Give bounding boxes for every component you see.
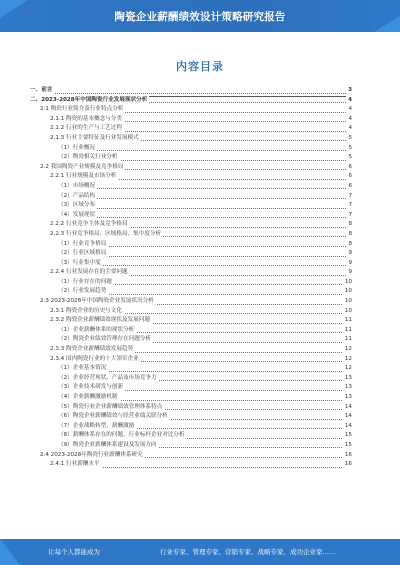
toc-entry-page: 6 [346,163,352,173]
footer-decoration [0,539,20,565]
toc-leader-dots [58,188,352,189]
toc-entry-title: （4）发展现状 [58,211,97,221]
toc-entry-title: 2.3.2 陶瓷企业薪酬绩效现状及发展问题 [50,316,152,326]
toc-entry-title: （2）陶瓷相关行业分析 [58,153,120,163]
toc-entry-page: 14 [343,403,352,413]
toc-leader-dots [30,93,352,94]
toc-entry[interactable] [30,134,352,144]
toc-entry-title: （3）区域分布 [58,201,97,211]
toc-entry[interactable] [30,355,352,365]
toc-entry-title: （1）行业概况 [58,144,97,154]
toc-entry-page: 4 [346,96,352,106]
toc-entry-title: （3）行业集中度 [58,259,103,269]
toc-entry[interactable] [30,211,352,221]
report-title: 陶瓷企业薪酬绩效设计策略研究报告 [114,11,286,23]
toc-entry-title: （5）陶瓷行业企业薪酬绩效管理体系特点 [58,403,164,413]
toc-entry-title: 一、前言 [30,86,54,96]
toc-entry-title: 2.1.2 行业的生产与工艺过程 [50,124,124,134]
toc-entry-title: （4）企业薪酬激励机制 [58,393,120,403]
toc-entry-page: 10 [343,297,352,307]
toc-entry-page: 5 [346,153,352,163]
toc-entry-page: 10 [343,278,352,288]
toc-entry[interactable] [30,240,352,250]
toc-entry-title: （2）产品结构 [58,192,97,202]
toc-entry-page: 13 [343,374,352,384]
toc-entry[interactable] [30,412,352,422]
toc-entry[interactable] [30,297,352,307]
toc-entry-page: 4 [346,115,352,125]
toc-entry[interactable] [30,201,352,211]
toc-entry[interactable] [30,172,352,182]
toc-entry-title: （3）企业技术研发与创新 [58,383,125,393]
toc-entry-page: 14 [343,412,352,422]
toc-entry-title: （1）企业基本情况 [58,364,108,374]
toc-entry[interactable] [30,374,352,384]
toc-entry-page: 11 [343,316,352,326]
toc-entry-page: 9 [346,268,352,278]
toc-entry[interactable] [30,115,352,125]
toc-entry[interactable] [30,249,352,259]
toc-entry-page: 5 [346,144,352,154]
toc-entry-page: 5 [346,134,352,144]
toc-entry-title: （1）企业薪酬体系的现状分析 [58,326,136,336]
toc-entry-title: 2.3.1 陶瓷企业的历史与文化 [50,307,124,317]
report-header [0,0,400,32]
toc-entry[interactable] [30,163,352,173]
toc-entry-title: 2.1.1 陶瓷的基本概念与分类 [50,115,124,125]
toc-entry-page: 9 [346,249,352,259]
toc-entry-page: 4 [346,105,352,115]
toc-entry-page: 9 [346,259,352,269]
toc-entry-page: 11 [343,326,352,336]
toc-entry-title: （1）行业存在的问题 [58,278,114,288]
toc-entry-title: 2.2.4 行业发展存在的主要问题 [50,268,130,278]
toc-entry-title: （6）陶瓷企业薪酬绩效与经营业绩关联分析 [58,412,170,422]
footer-slogan-left: 让每个人都能成为 [48,548,100,556]
toc-entry-title: （9）陶瓷企业薪酬体系建设及发展方向 [58,441,159,451]
header-decoration-right [374,16,400,32]
toc-entry-title: 2.4.1 行业薪酬水平 [50,460,102,470]
toc-entry-page: 10 [343,307,352,317]
toc-entry-page: 8 [346,220,352,230]
toc-entry-page: 6 [346,182,352,192]
toc-entry[interactable] [30,220,352,230]
toc-entry-page: 3 [346,86,352,96]
toc-entry-title: 2.3.3 陶瓷企业薪酬绩效发展趋势 [50,345,135,355]
toc-entry[interactable] [30,403,352,413]
toc-entry-title: 2.2 我国陶瓷产业规模及竞争格局 [40,163,125,173]
toc-entry-page: 7 [346,201,352,211]
toc-entry[interactable] [30,268,352,278]
toc-entry[interactable] [30,144,352,154]
report-footer [0,539,400,565]
toc-entry[interactable] [30,153,352,163]
toc-entry[interactable] [30,422,352,432]
toc-entry[interactable] [30,307,352,317]
toc-entry-title: 2.3 2023-2028年中国陶瓷企业发展状况分析 [40,297,156,307]
toc-entry[interactable] [30,393,352,403]
toc-entry-page: 15 [343,431,352,441]
toc-entry[interactable] [30,86,352,96]
toc-entry-page: 16 [343,460,352,470]
toc-entry[interactable] [30,431,352,441]
toc-entry[interactable] [30,364,352,374]
toc-entry[interactable] [30,345,352,355]
toc-entry[interactable] [30,124,352,134]
toc-entry[interactable] [30,326,352,336]
footer-slogan-right: 行业专家、管理专家、营销专家、战略专家、成功企业家…… [160,548,336,556]
toc-entry-title: （8）薪酬体系存在的问题、行业标杆企业对比分析 [58,431,187,441]
toc-entry-page: 12 [343,364,352,374]
toc-entry-title: 2.1.3 行业主要特征及行业发展模式 [50,134,141,144]
toc-entry[interactable] [30,451,352,461]
toc-entry-title: （7）企业战略转型、薪酬激励 [58,422,136,432]
toc-entry-page: 11 [343,335,352,345]
toc-entry-title: （2）企业经营现状、产品及市场竞争力 [58,374,159,384]
toc-entry-title: （1）市场概况 [58,182,97,192]
toc-leader-dots [58,217,352,218]
toc-entry-title: （1）行业竞争格局 [58,240,108,250]
toc-entry-page: 13 [343,393,352,403]
toc-entry[interactable] [30,230,352,240]
toc-entry-page: 13 [343,383,352,393]
toc-entry[interactable] [30,182,352,192]
toc-entry-page: 12 [343,345,352,355]
toc-entry-page: 15 [343,441,352,451]
toc-entry-page: 8 [346,240,352,250]
toc-entry-page: 12 [343,355,352,365]
toc-title: 内容目录 [176,60,224,73]
toc-entry-title: （2）陶瓷企业绩效管理存在问题分析 [58,335,153,345]
toc-entry-page: 6 [346,172,352,182]
toc-entry[interactable] [30,383,352,393]
toc-entry-page: 14 [343,422,352,432]
toc-leader-dots [58,208,352,209]
toc-entry[interactable] [30,335,352,345]
toc-entry-title: 2.2.2 行业竞争主体及竞争格局 [50,220,130,230]
toc-entry-title: 2.3.4 国内陶瓷行业的十大领军企业 [50,355,141,365]
table-of-contents [30,86,352,470]
toc-entry-title: （2）行业区域格局 [58,249,108,259]
toc-leader-dots [58,198,352,199]
toc-entry-title: 2.1 陶瓷行业简介及行业特点分析 [40,105,125,115]
toc-entry[interactable] [30,259,352,269]
toc-entry-title: 2.2.3 行业竞争格局、区域格局、集中度分析 [50,230,163,240]
toc-entry-title: （2）行业发展趋势 [58,287,108,297]
toc-entry-page: 8 [346,230,352,240]
toc-entry-title: 二、2023-2028年中国陶瓷行业发展现状分析 [30,96,149,106]
toc-entry[interactable] [30,192,352,202]
toc-entry-page: 7 [346,211,352,221]
toc-entry[interactable] [30,287,352,297]
toc-entry[interactable] [30,105,352,115]
toc-entry-page: 4 [346,124,352,134]
toc-entry-title: 2.4 2023-2028年陶瓷行业薪酬体系研究 [40,451,145,461]
toc-entry[interactable] [30,316,352,326]
toc-entry-page: 16 [343,451,352,461]
toc-entry-page: 7 [346,192,352,202]
toc-entry[interactable] [30,278,352,288]
toc-entry-title: 2.2.1 行业规模及市场分析 [50,172,118,182]
toc-entry[interactable] [30,441,352,451]
toc-entry[interactable] [30,96,352,106]
toc-leader-dots [58,150,352,151]
toc-entry[interactable] [30,460,352,470]
toc-entry-page: 10 [343,287,352,297]
